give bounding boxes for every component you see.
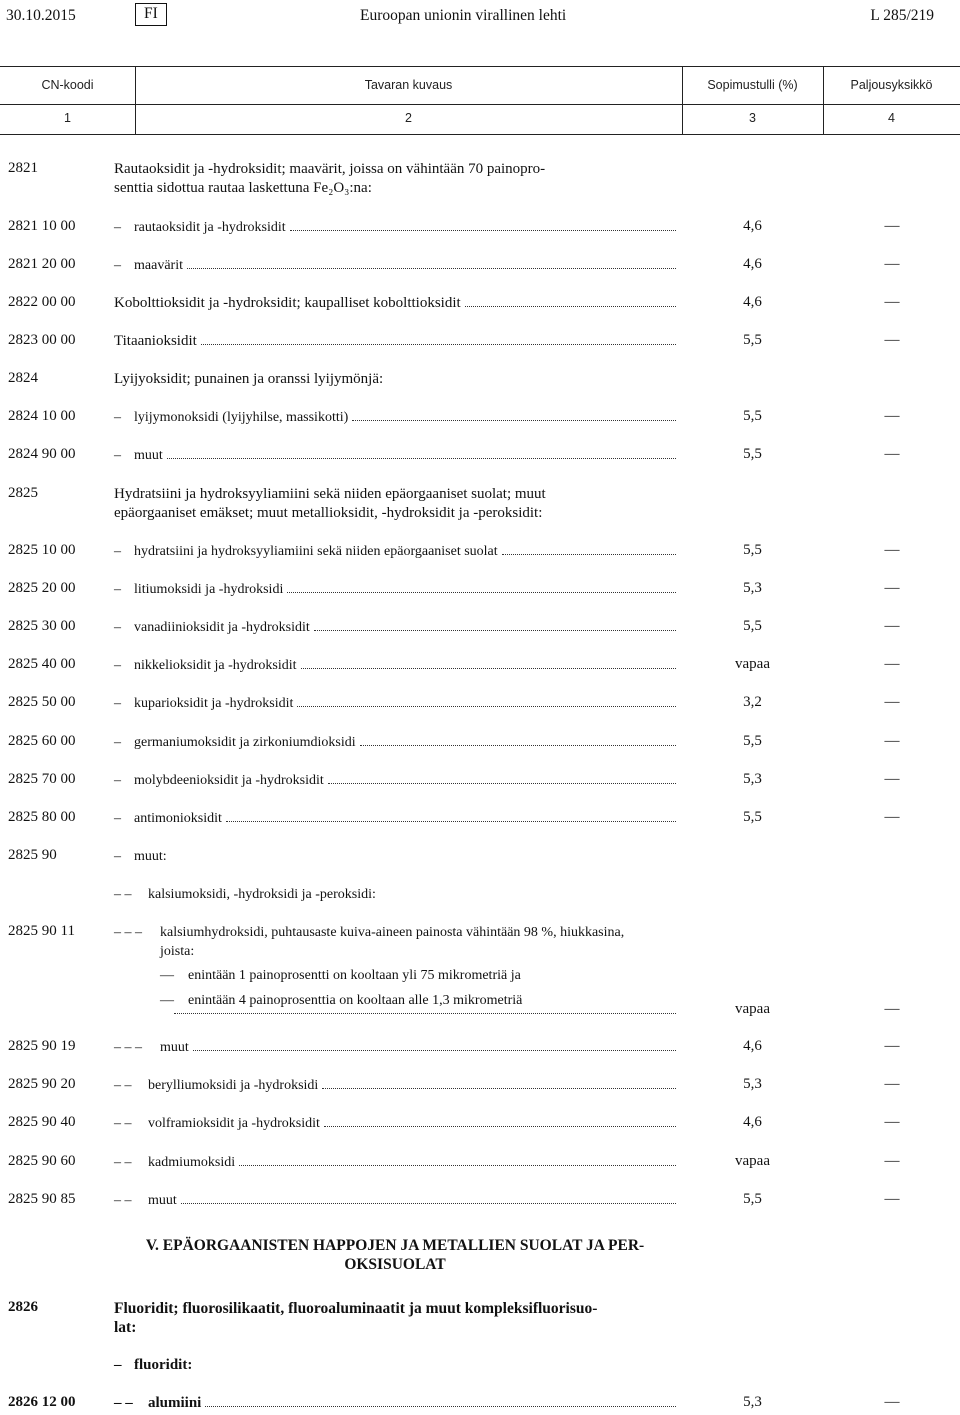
heading-description: Hydratsiini ja hydroksyyliamiini sekä niiden epäorgaaniset suolat; muut epäorgaaniset emäkset; muut metallioksidit, -hydroksidit ja -peroksidit: [114,486,546,521]
cn-code: 2825 50 00 [8,694,76,710]
duty-rate: 5,5 [743,1191,762,1207]
item-description: – molybdeenioksidit ja -hydroksidit [114,771,676,790]
cn-code: 2825 90 11 [8,923,75,939]
supplementary-unit: — [884,1038,900,1054]
duty-rate: 5,3 [743,1076,762,1092]
duty-rate: vapaa [735,1001,770,1017]
duty-rate: 5,5 [743,809,762,825]
cn-code: 2824 90 00 [8,446,76,462]
supplementary-unit: — [884,1076,900,1092]
item-description: – – – kalsiumhydroksidi, puhtausaste kuiva-aineen painosta vähintään 98 %, hiukkasina, joista: — enintään 1 painoprosentti on kooltaan yli 75 mikrometriä ja — enintään 4 painoprosenttia on kooltaan alle 1,3 mikrometriä [114,923,676,1018]
supplementary-unit: — [884,1191,900,1207]
cn-code: 2825 90 19 [8,1038,76,1054]
section-title: V. EPÄORGAANISTEN HAPPOJEN JA METALLIEN SUOLAT JA PER- OKSISUOLAT [145,1237,645,1273]
supplementary-unit: — [884,1001,900,1017]
item-description: Titaanioksidit [114,332,676,351]
duty-rate: 5,5 [743,618,762,634]
heading-description: Rautaoksidit ja -hydroksidit; maavärit, joissa on vähintään 70 painopro- senttia sidottua rautaa laskettuna Fe₂O₃:na: [114,161,546,196]
cn-code: 2825 40 00 [8,656,76,672]
cn-code: 2821 [8,160,38,176]
page-number: L 285/219 [870,7,934,24]
cn-code: 2825 10 00 [8,542,76,558]
col-header-duty-rate: Sopimustulli (%) [707,78,798,92]
journal-title: Euroopan unionin virallinen lehti [360,7,567,24]
header-divider [0,104,960,105]
cn-code: 2826 [8,1299,38,1315]
cn-code: 2825 [8,485,38,501]
duty-rate: 4,6 [743,1038,762,1054]
supplementary-unit: — [884,294,900,310]
heading-description: Fluoridit; fluorosilikaatit, fluoroaluminaatit ja muut kompleksifluorisuo- lat: [114,1300,598,1336]
item-description: Kobolttioksidit ja -hydroksidit; kaupalliset kobolttioksidit [114,294,676,313]
supplementary-unit: — [884,694,900,710]
supplementary-unit: — [884,580,900,596]
item-description: – rautaoksidit ja -hydroksidit [114,218,676,237]
supplementary-unit: — [884,618,900,634]
item-description: – litiumoksidi ja -hydroksidi [114,580,676,599]
supplementary-unit: — [884,1394,900,1410]
duty-rate: 5,5 [743,733,762,749]
cn-code: 2824 10 00 [8,408,76,424]
supplementary-unit: — [884,256,900,272]
supplementary-unit: — [884,656,900,672]
page-header [0,0,960,36]
duty-rate: 4,6 [743,256,762,272]
supplementary-unit: — [884,1153,900,1169]
supplementary-unit: — [884,733,900,749]
item-description: – germaniumoksidit ja zirkoniumdioksidi [114,733,676,752]
duty-rate: 4,6 [743,1114,762,1130]
table-top-rule [0,66,960,67]
duty-rate: 5,5 [743,332,762,348]
cn-code: 2825 90 85 [8,1191,76,1207]
item-description: – – berylliumoksidi ja -hydroksidi [114,1076,676,1095]
duty-rate: 4,6 [743,294,762,310]
supplementary-unit: — [884,332,900,348]
col-number-4: 4 [888,111,895,125]
cn-code: 2824 [8,370,38,386]
duty-rate: 5,3 [743,1394,762,1410]
col-header-cn-code: CN-koodi [41,78,94,92]
item-description: – muut [114,446,676,465]
item-description: – hydratsiini ja hydroksyyliamiini sekä niiden epäorgaaniset suolat [114,542,676,561]
duty-rate: 5,3 [743,580,762,596]
item-description: – maavärit [114,256,676,275]
item-description: – – kalsiumoksidi, -hydroksidi ja -peroksidi: [114,887,376,902]
item-description: – – muut [114,1191,676,1210]
item-description: – kuparioksidit ja -hydroksidit [114,694,676,713]
duty-rate: 3,2 [743,694,762,710]
cn-code: 2825 90 [8,847,57,863]
col-header-supplementary-unit: Paljousyksikkö [850,78,933,92]
supplementary-unit: — [884,446,900,462]
item-description: – vanadiinioksidit ja -hydroksidit [114,618,676,637]
item-description: – – volframioksidit ja -hydroksidit [114,1114,676,1133]
col-number-3: 3 [749,111,756,125]
supplementary-unit: — [884,1114,900,1130]
col-number-1: 1 [64,111,71,125]
supplementary-unit: — [884,408,900,424]
cn-code: 2825 80 00 [8,809,76,825]
cn-code: 2823 00 00 [8,332,76,348]
item-description: – – kadmiumoksidi [114,1153,676,1172]
cn-code: 2826 12 00 [8,1394,76,1410]
item-description: – – – muut [114,1038,676,1057]
item-description: – fluoridit: [114,1357,193,1373]
duty-rate: vapaa [735,1153,770,1169]
col-number-2: 2 [405,111,412,125]
cn-code: 2825 70 00 [8,771,76,787]
col-header-description: Tavaran kuvaus [364,78,453,92]
cn-code: 2825 90 40 [8,1114,76,1130]
item-description: – antimonioksidit [114,809,676,828]
cn-code: 2825 20 00 [8,580,76,596]
duty-rate: 5,5 [743,446,762,462]
publication-date: 30.10.2015 [6,7,76,24]
duty-rate: vapaa [735,656,770,672]
duty-rate: 5,5 [743,542,762,558]
item-description: – nikkelioksidit ja -hydroksidit [114,656,676,675]
language-badge: FI [135,3,167,26]
item-description: – muut: [114,849,167,864]
header-bottom-rule [0,134,960,135]
cn-code: 2825 90 60 [8,1153,76,1169]
cn-code: 2825 30 00 [8,618,76,634]
cn-code: 2821 20 00 [8,256,76,272]
cn-code: 2821 10 00 [8,218,76,234]
cn-code: 2825 90 20 [8,1076,76,1092]
cn-code: 2822 00 00 [8,294,76,310]
heading-description: Lyijyoksidit; punainen ja oranssi lyijymönjä: [114,371,384,387]
item-description: – lyijymonoksidi (lyijyhilse, massikotti) [114,408,676,427]
supplementary-unit: — [884,809,900,825]
cn-code: 2825 60 00 [8,733,76,749]
duty-rate: 4,6 [743,218,762,234]
item-description: – – alumiini [114,1394,676,1413]
supplementary-unit: — [884,542,900,558]
supplementary-unit: — [884,771,900,787]
duty-rate: 5,3 [743,771,762,787]
supplementary-unit: — [884,218,900,234]
duty-rate: 5,5 [743,408,762,424]
